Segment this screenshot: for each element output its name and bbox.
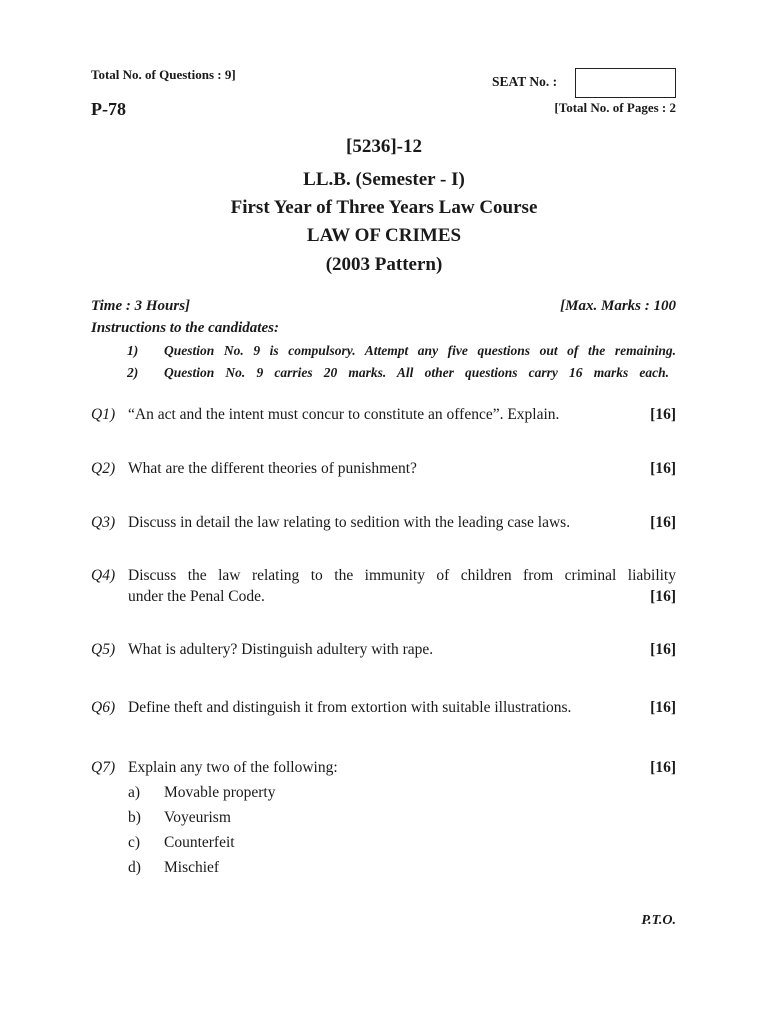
total-pages: [Total No. of Pages : 2	[554, 100, 676, 115]
question-text: Explain any two of the following:	[128, 759, 338, 776]
exam-code: [5236]-12	[346, 136, 422, 157]
instruction-text: Question No. 9 carries 20 marks. All other questions carry 16 marks each.	[164, 365, 669, 380]
degree-title: LL.B. (Semester - I)	[303, 169, 465, 190]
pto-marker: P.T.O.	[641, 913, 676, 928]
seat-label: SEAT No. :	[492, 74, 558, 89]
paper-code: P-78	[91, 99, 126, 119]
question-number: Q6)	[91, 699, 116, 716]
sub-part-label: b)	[128, 809, 141, 826]
instructions-heading: Instructions to the candidates:	[91, 320, 279, 336]
sub-part-label: c)	[128, 834, 141, 851]
question-number: Q4)	[91, 567, 116, 584]
question-marks: [16]	[650, 406, 676, 423]
time-allowed: Time : 3 Hours]	[91, 298, 191, 314]
instruction-number: 2)	[127, 365, 139, 380]
question-number: Q2)	[91, 460, 116, 477]
sub-part-text: Movable property	[164, 784, 276, 801]
question-text: Discuss in detail the law relating to sedition with the leading case laws.	[128, 514, 571, 531]
question-number: Q7)	[91, 759, 116, 776]
question-marks: [16]	[650, 514, 676, 531]
question-text: What is adultery? Distinguish adultery with rape.	[128, 641, 434, 658]
question-text: Define theft and distinguish it from extortion with suitable illustrations.	[128, 699, 572, 716]
seat-number-box[interactable]	[575, 68, 676, 98]
question-marks: [16]	[650, 641, 676, 658]
pattern-title: (2003 Pattern)	[325, 254, 443, 275]
instruction-number: 1)	[127, 343, 139, 358]
question-text: Discuss the law relating to the immunity of children from criminal liability	[128, 567, 676, 584]
question-marks: [16]	[650, 588, 676, 605]
question-number: Q3)	[91, 514, 116, 531]
max-marks: [Max. Marks : 100	[560, 298, 676, 314]
question-marks: [16]	[650, 759, 676, 776]
question-text: What are the different theories of punishment?	[128, 460, 417, 477]
sub-part-label: a)	[128, 784, 141, 801]
question-text-continued: under the Penal Code.	[128, 588, 265, 605]
subject-title: LAW OF CRIMES	[306, 225, 462, 246]
sub-part-text: Counterfeit	[164, 834, 235, 851]
sub-part-label: d)	[128, 859, 141, 876]
total-questions: Total No. of Questions : 9]	[91, 67, 236, 82]
question-marks: [16]	[650, 699, 676, 716]
course-title: First Year of Three Years Law Course	[230, 197, 538, 218]
question-number: Q1)	[91, 406, 116, 423]
question-number: Q5)	[91, 641, 116, 658]
instruction-text: Question No. 9 is compulsory. Attempt any five questions out of the remaining.	[164, 343, 676, 358]
question-marks: [16]	[650, 460, 676, 477]
question-4	[91, 566, 676, 608]
sub-part-text: Mischief	[164, 859, 220, 876]
sub-part-text: Voyeurism	[164, 809, 231, 826]
question-text: “An act and the intent must concur to constitute an offence”. Explain.	[128, 406, 560, 423]
